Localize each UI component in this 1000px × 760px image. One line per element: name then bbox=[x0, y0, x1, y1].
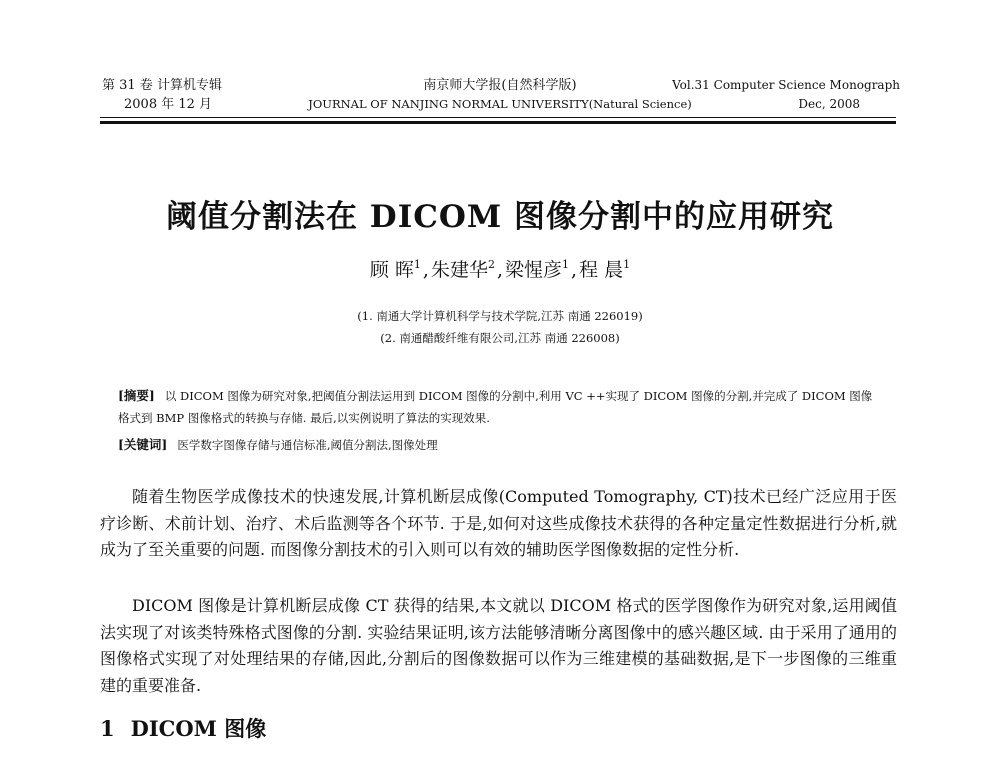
header-volume-en bbox=[672, 76, 900, 114]
header-rule-thick bbox=[100, 121, 896, 124]
header-rule-thin bbox=[100, 117, 896, 118]
paper-title: 阈值分割法在 DICOM 图像分割中的应用研究 bbox=[166, 199, 834, 235]
header-volume-info bbox=[102, 76, 222, 114]
author-name: 梁惺彦 bbox=[505, 259, 563, 281]
header-volume-line: 第 31 卷 计算机专辑 bbox=[102, 78, 222, 93]
section-number: 1 bbox=[100, 716, 115, 741]
author-affiliation-mark: 1 bbox=[562, 258, 570, 271]
header-date-en-line: Dec, 2008 bbox=[798, 97, 860, 111]
author-name: 朱建华 bbox=[430, 259, 488, 281]
section-title: DICOM 图像 bbox=[130, 716, 267, 741]
affiliation-2: (2. 南通醋酸纤维有限公司,江苏 南通 226008) bbox=[380, 331, 620, 345]
keywords-label: [关键词] bbox=[118, 437, 168, 452]
abstract-label: [摘要] bbox=[118, 388, 155, 403]
header-journal-name bbox=[300, 76, 700, 114]
author-name: 程 晨 bbox=[579, 259, 624, 281]
body-paragraph: 随着生物医学成像技术的快速发展,计算机断层成像(Computed Tomography, CT)技术已经广泛应用于医疗诊断、术前计划、治疗、术后监测等各个环节. 于是,如何对这些成像技术获得的各种定量定性数据进行分析,就成为了至关重要的问题. 而图像分割技术的引入则可以有效的辅助医学图像数据的定性分析. bbox=[100, 487, 897, 559]
author-list bbox=[0, 255, 1000, 282]
abstract bbox=[118, 385, 878, 429]
header-date-line: 2008 年 12 月 bbox=[124, 97, 213, 112]
author-separator: , bbox=[496, 259, 504, 281]
author-affiliation-mark: 1 bbox=[623, 258, 631, 271]
author-separator: , bbox=[571, 259, 578, 281]
author-affiliation-mark: 1 bbox=[413, 258, 421, 271]
keywords-text: 医学数字图像存储与通信标准,阈值分割法,图像处理 bbox=[177, 438, 438, 452]
header-journal-en: JOURNAL OF NANJING NORMAL UNIVERSITY(Natural Science) bbox=[308, 97, 692, 111]
body-paragraph: DICOM 图像是计算机断层成像 CT 获得的结果,本文就以 DICOM 格式的医学图像作为研究对象,运用阈值法实现了对该类特殊格式图像的分割. 实验结果证明,该方法能够清晰分离图像中的感兴趣区域. 由于采用了通用的图像格式实现了对处理结果的存储,因此,分割后的图像数据可以作为三维建模的基础数据,是下一步图像的三维重建的重要准备. bbox=[100, 596, 897, 695]
section-heading bbox=[100, 713, 266, 743]
affiliation-1: (1. 南通大学计算机科学与技术学院,江苏 南通 226019) bbox=[357, 309, 643, 323]
abstract-text: 以 DICOM 图像为研究对象,把阈值分割法运用到 DICOM 图像的分割中,利用 VC ++实现了 DICOM 图像的分割,并完成了 DICOM 图像格式到 BMP 图像格式的转换与存储. 最后,以实例说明了算法的实现效果. bbox=[118, 389, 873, 425]
keywords bbox=[118, 434, 878, 456]
author-affiliation-mark: 2 bbox=[487, 258, 495, 271]
author-separator: , bbox=[422, 259, 429, 281]
author-name: 顾 晖 bbox=[369, 259, 414, 281]
header-volume-en-line: Vol.31 Computer Science Monograph bbox=[672, 78, 900, 92]
header-journal-cn: 南京师大学报(自然科学版) bbox=[423, 78, 577, 93]
